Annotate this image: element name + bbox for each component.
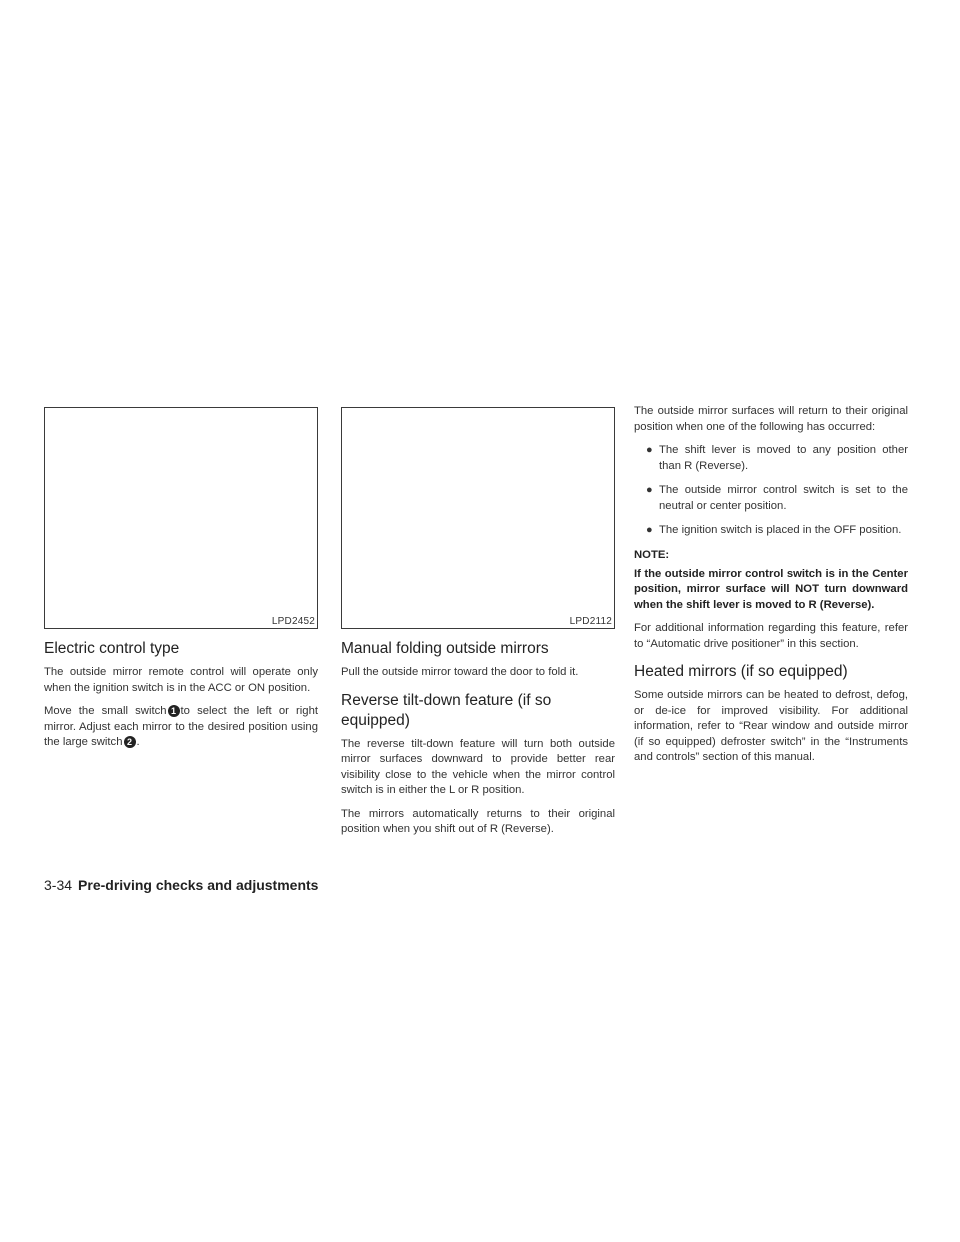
paragraph-auto-return: The mirrors automatically returns to their original position when you shift out of R (Reverse). <box>341 807 615 835</box>
paragraph-remote-control: The outside mirror remote control will operate only when the ignition switch is in the ACC or ON position. <box>44 666 318 694</box>
bullet-icon: ● <box>646 444 653 456</box>
heading-reverse-tilt-down: Reverse tilt-down feature (if so equipped) <box>341 691 552 729</box>
paragraph-additional-info: For additional information regarding this feature, refer to “Automatic drive positioner” in this section. <box>634 622 908 650</box>
page-number: 3-34 <box>44 877 73 893</box>
paragraph-heated-mirrors: Some outside mirrors can be heated to defrost, defog, or de-ice for improved visibility. For additional information, refer to “Rear window and outside mirror (if so equipped) defroster switch” in the “Instruments and controls” section of this manual. <box>634 689 908 763</box>
column-right <box>634 404 908 774</box>
paragraph-return-conditions: The outside mirror surfaces will return to their original position when one of the following has occurred: <box>634 405 908 433</box>
text-select-mirror: to select the left or right mirror. Adjust each mirror to the desired position using the large switch <box>44 705 319 748</box>
paragraph-fold-mirror: Pull the outside mirror toward the door to fold it. <box>341 666 579 678</box>
column-left <box>44 407 318 759</box>
column-middle <box>341 407 615 846</box>
figure-id: LPD2112 <box>569 616 612 627</box>
text-period: . <box>136 736 140 748</box>
bullet-icon: ● <box>646 484 653 496</box>
figure-id: LPD2452 <box>271 616 315 627</box>
figure-manual-folding <box>341 407 615 629</box>
heading-heated-mirrors: Heated mirrors (if so equipped) <box>634 663 848 680</box>
switch-1-callout: 1 <box>168 705 180 717</box>
condition-list <box>634 443 908 539</box>
bullet-icon: ● <box>646 524 653 536</box>
page-footer <box>44 877 318 893</box>
paragraph-tilt-down-description: The reverse tilt-down feature will turn both outside mirror surfaces downward to provide better rear visibility close to the vehicle when the mirror control switch is in either the L or R position. <box>341 737 615 796</box>
switch-2-callout: 2 <box>124 736 136 748</box>
figure-electric-control <box>44 407 318 629</box>
note-label: NOTE: <box>634 548 670 561</box>
heading-electric-control-type: Electric control type <box>44 640 180 657</box>
list-item: ● The shift lever is moved to any position other than R (Reverse). <box>646 444 908 472</box>
note-text: If the outside mirror control switch is in the Center position, mirror surface will NOT turn downward when the shift lever is moved to R (Reverse). <box>634 567 908 611</box>
list-item: ● The ignition switch is placed in the OFF position. <box>634 523 908 539</box>
text-move-switch: Move the small switch <box>44 705 167 717</box>
paragraph-switch-usage <box>44 704 318 751</box>
section-title: Pre-driving checks and adjustments <box>78 877 319 893</box>
list-item: ● The outside mirror control switch is set to the neutral or center position. <box>646 484 908 512</box>
heading-manual-folding: Manual folding outside mirrors <box>341 640 549 657</box>
